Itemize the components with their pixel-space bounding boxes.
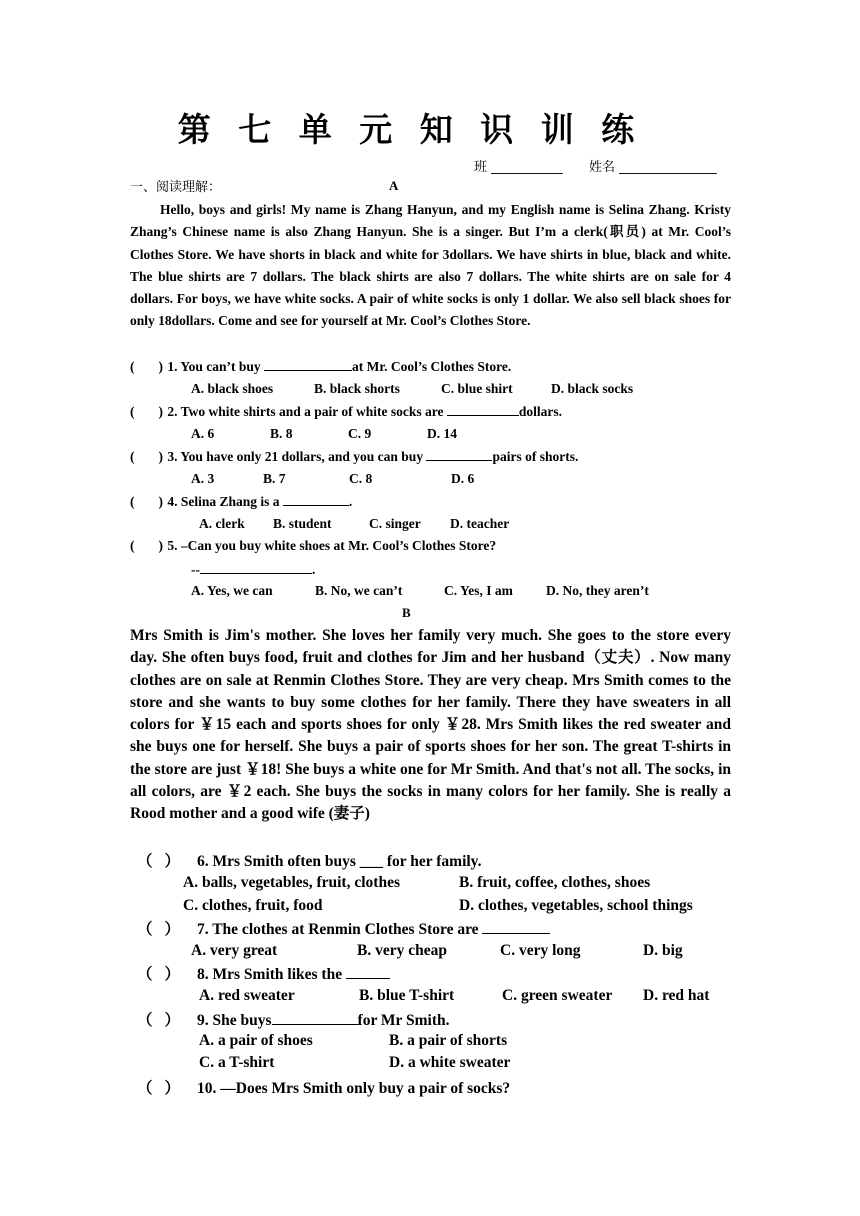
answer-blank[interactable] [264,358,352,371]
option-b: B. No, we can’t [315,583,403,598]
option-c: C. very long [500,942,581,959]
option-d: D. 14 [427,426,457,441]
question-3: ( ) 3. You have only 21 dollars, and you can buy pairs of shorts. [130,449,579,464]
option-b: B. 8 [270,426,293,441]
answer-blank[interactable] [447,403,519,416]
option-a: A. red sweater [199,987,295,1004]
question-text: 5. –Can you buy white shoes at Mr. Cool’s Clothes Store? [167,538,497,553]
option-c: C. Yes, I am [444,583,513,598]
answer-paren[interactable]: ( ) [130,538,163,553]
option-a: A. balls, vegetables, fruit, clothes [183,874,400,891]
question-text: 7. The clothes at Renmin Clothes Store are [197,921,483,938]
question-text: 9. She buys [197,1012,272,1029]
question-text: 6. Mrs Smith often buys ___ for her family. [197,853,482,870]
option-b: B. 7 [263,471,286,486]
option-c: C. blue shirt [441,381,513,396]
passage-a: Hello, boys and girls! My name is Zhang Hanyun, and my English name is Selina Zhang. Kristy Zhang’s Chinese name is also Zhang Hanyun. She is a singer. But I’m a clerk(职员) at Mr. Cool’s Clothes Store. We have shorts in black and white for 3dollars. We have shirts in blue, black and white. The blue shirts are 7 dollars. The black shirts are also 7 dollars. The white shirts are on sale for 4 dollars. For boys, we have white socks. A pair of white socks is only 1 dollar. We also sell black shoes for only 18dollars. Come and see for yourself at Mr. Cool’s Clothes Store. [130,202,731,329]
option-c: C. 8 [349,471,373,486]
option-b: B. blue T-shirt [359,987,455,1004]
option-d: D. No, they aren’t [546,583,649,598]
option-c: C. 9 [348,426,372,441]
answer-paren[interactable]: （ ） [137,966,181,983]
answer-blank[interactable] [482,919,550,934]
page-title: 第 七 单 元 知 识 训 练 [177,110,643,149]
question-text: 8. Mrs Smith likes the [197,966,346,983]
answer-paren[interactable]: ( ) [130,494,163,509]
name-blank: _______________ [619,160,717,175]
answer-paren[interactable]: ( ) [130,449,163,464]
question-5 [130,538,496,554]
question-text: 3. You have only 21 dollars, and you can buy [167,449,427,464]
option-a: A. 3 [191,471,215,486]
option-b: B. student [273,516,332,531]
option-d: D. black socks [551,381,634,396]
option-c: C. clothes, fruit, food [183,897,323,914]
option-b: B. black shorts [314,381,400,396]
answer-blank[interactable] [426,448,492,461]
option-b: B. very cheap [357,942,447,959]
option-d: D. big [643,942,683,959]
option-a: A. a pair of shoes [199,1032,313,1049]
option-d: D. clothes, vegetables, school things [459,897,693,914]
option-a: A. 6 [191,426,215,441]
answer-paren[interactable]: （ ） [137,921,181,938]
answer-blank[interactable] [283,493,349,506]
question-text: 1. You can’t buy [167,359,265,374]
option-d: D. a white sweater [389,1054,511,1071]
option-c: C. singer [369,516,421,531]
answer-paren[interactable]: （ ） [137,853,181,870]
question-text: 2. Two white shirts and a pair of white socks are [167,404,447,419]
question-10 [137,1076,510,1098]
option-a: A. black shoes [191,381,274,396]
question-text: 4. Selina Zhang is a [167,494,283,509]
question-8 [137,962,390,984]
class-blank: ___________ [491,160,563,175]
answer-blank[interactable] [346,964,390,979]
passage-b-letter: B [402,605,411,620]
answer-blank[interactable] [272,1010,358,1025]
section-heading: 一、阅读理解： [130,180,222,195]
answer-paren[interactable]: （ ） [137,1080,181,1097]
answer-paren[interactable]: ( ) [130,404,163,419]
class-name-line [474,156,717,175]
option-b: B. fruit, coffee, clothes, shoes [459,874,651,891]
question-9: （ ） 9. She buys for Mr Smith. [137,1008,450,1030]
answer-line-5: -- . [191,562,316,577]
option-c: C. green sweater [502,987,613,1004]
question-6 [137,849,481,871]
option-d: D. teacher [450,516,510,531]
option-a: A. Yes, we can [191,583,273,598]
answer-blank[interactable] [200,561,312,574]
name-label: 姓名 [588,160,615,175]
passage-a-letter: A [389,178,399,193]
question-7 [137,917,550,939]
answer-paren[interactable]: （ ） [137,1012,181,1029]
option-a: A. clerk [199,516,245,531]
passage-b: Mrs Smith is Jim's mother. She loves her family very much. She goes to the store every day. She often buys food, fruit and clothes for Jim and her husband（丈夫）. Now many clothes are on sale at Renmin Clothes Store. They are very cheap. Mrs Smith comes to the store and she wants to buy some clothes for her family. There they have sweaters in all colors for ￥15 each and sports shoes for only ￥28. Mrs Smith likes the red sweater and she buys one for herself. She buys a pair of sports shoes for her son. The great T-shirts in the store are just ￥18! She buys a white one for Mr Smith. And that's not all. The socks, in all colors, are ￥2 each. She buys the socks in many colors for her family. She is really a Rood mother and a good wife (妻子) [130,627,731,823]
option-a: A. very great [191,942,278,959]
answer-paren[interactable]: ( ) [130,359,163,374]
question-2: ( ) 2. Two white shirts and a pair of white socks are dollars. [130,404,563,419]
option-b: B. a pair of shorts [389,1032,508,1049]
question-1: ( ) 1. You can’t buy at Mr. Cool’s Clothes Store. [130,359,512,374]
option-d: D. 6 [451,471,475,486]
option-d: D. red hat [643,987,710,1004]
class-label: 班 [474,160,488,175]
question-text: 10. —Does Mrs Smith only buy a pair of socks? [197,1080,511,1097]
question-4: ( ) 4. Selina Zhang is a . [130,494,353,509]
option-c: C. a T-shirt [199,1054,275,1071]
